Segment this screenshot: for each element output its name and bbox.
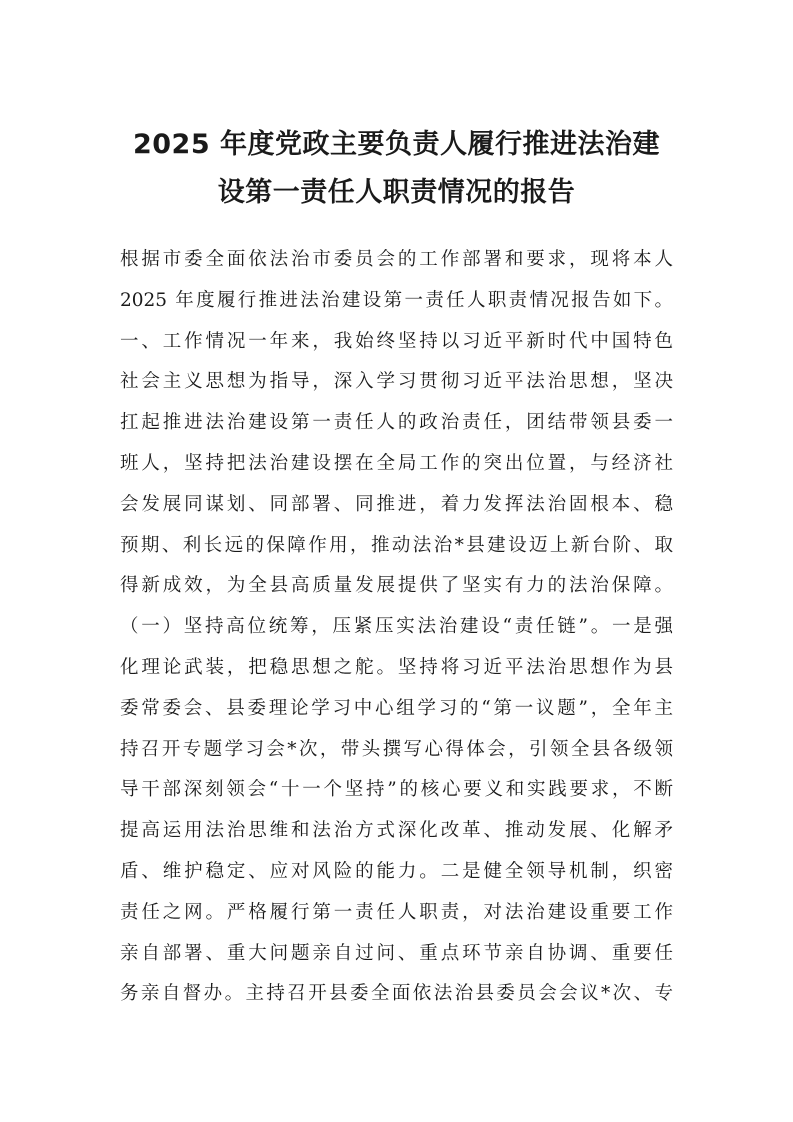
body-line: 委常委会、县委理论学习中心组学习的“第一议题”，全年主 [120,697,673,719]
body-line: 持召开专题学习会*次，带头撰写心得体会，引领全县各级领 [120,738,673,760]
body-line: 会发展同谋划、同部署、同推进，着力发挥法治固根本、稳 [120,493,673,515]
body-line: 班人，坚持把法治建设摆在全局工作的突出位置，与经济社 [120,452,673,474]
body-line: 根据市委全面依法治市委员会的工作部署和要求，现将本人 [120,249,673,270]
document-title-line-2: 设第一责任人职责情况的报告 [217,177,576,208]
body-line: 一、工作情况一年来，我始终坚持以习近平新时代中国特色 [120,330,673,352]
body-line: 社会主义思想为指导，深入学习贯彻习近平法治思想，坚决 [120,371,673,393]
body-line: 得新成效，为全县高质量发展提供了坚实有力的法治保障。 [120,575,673,597]
body-line: 亲自部署、重大问题亲自过问、重点环节亲自协调、重要任 [120,942,673,964]
body-line: （一）坚持高位统筹，压紧压实法治建设“责任链”。一是强 [120,616,673,638]
body-line: 预期、利长远的保障作用，推动法治*县建设迈上新台阶、取 [120,534,673,556]
body-line: 导干部深刻领会“十一个坚持”的核心要义和实践要求，不断 [120,779,673,801]
body-line: 责任之网。严格履行第一责任人职责，对法治建设重要工作 [120,901,673,923]
body-line: 提高运用法治思维和法治方式深化改革、推动发展、化解矛 [120,820,673,842]
document-title-line-1: 2025 年度党政主要负责人履行推进法治建 [132,129,661,160]
body-line: 盾、维护稳定、应对风险的能力。二是健全领导机制，织密 [120,860,673,882]
body-line: 2025 年度履行推进法治建设第一责任人职责情况报告如下。 [120,289,673,311]
body-line: 扛起推进法治建设第一责任人的政治责任，团结带领县委一 [120,412,673,434]
body-line: 化理论武装，把稳思想之舵。坚持将习近平法治思想作为县 [120,656,673,678]
body-line: 务亲自督办。主持召开县委全面依法治县委员会会议*次、专 [120,983,673,1005]
document-body [120,240,673,1015]
